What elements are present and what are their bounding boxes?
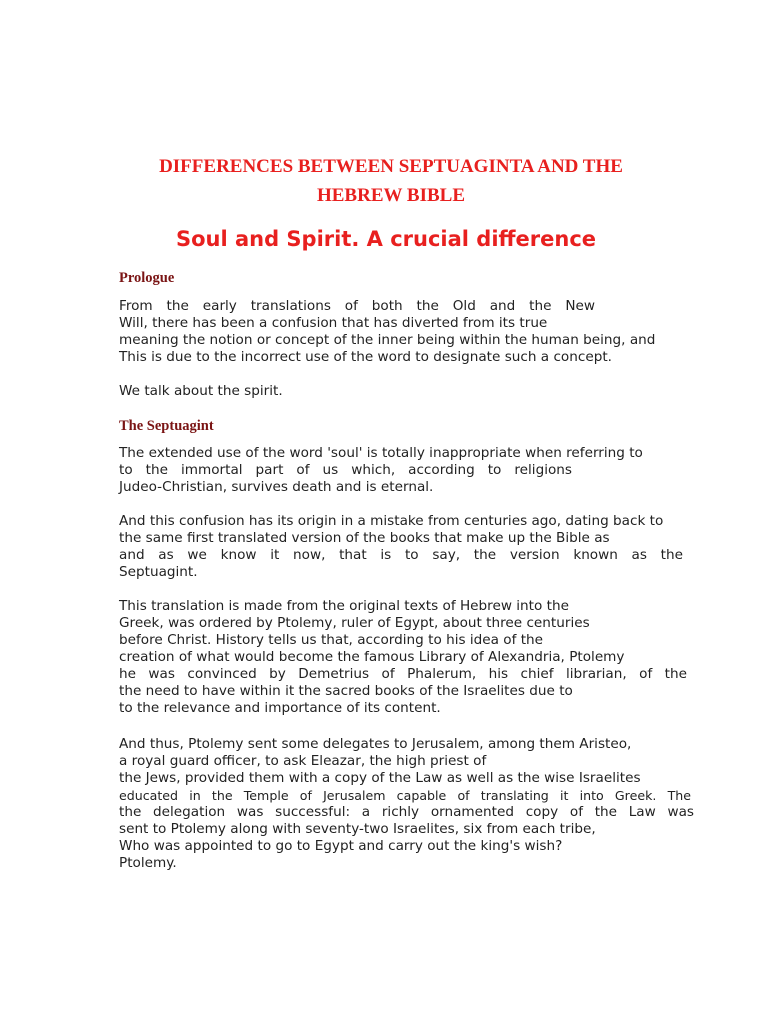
paragraph-line: a royal guard officer, to ask Eleazar, the high priest of (119, 753, 487, 769)
paragraph-line: he was convinced by Demetrius of Phalerum, his chief librarian, of the (119, 666, 687, 682)
paragraph-line: to the relevance and importance of its content. (119, 700, 441, 716)
paragraph-line: educated in the Temple of Jerusalem capable of translating it into Greek. The (119, 788, 691, 803)
paragraph-line: creation of what would become the famous Library of Alexandria, Ptolemy (119, 649, 625, 665)
paragraph-line: Who was appointed to go to Egypt and carry out the king's wish? (119, 838, 563, 854)
document-title-line-2: HEBREW BIBLE (316, 185, 465, 206)
paragraph-line: the same first translated version of the books that make up the Bible as (119, 530, 610, 546)
document-subtitle: Soul and Spirit. A crucial difference (175, 227, 597, 251)
paragraph-line: Greek, was ordered by Ptolemy, ruler of Egypt, about three centuries (119, 615, 590, 631)
paragraph-line: From the early translations of both the Old and the New (119, 298, 595, 314)
paragraph-line: We talk about the spirit. (119, 383, 283, 399)
paragraph (119, 513, 711, 581)
paragraph-line: This translation is made from the original texts of Hebrew into the (119, 598, 569, 614)
paragraph-line: This is due to the incorrect use of the word to designate such a concept. (119, 349, 612, 365)
paragraph-line: sent to Ptolemy along with seventy-two Israelites, six from each tribe, (119, 821, 596, 837)
paragraph-line: Ptolemy. (119, 855, 177, 871)
paragraph-line: the Jews, provided them with a copy of the Law as well as the wise Israelites (119, 770, 641, 786)
document-title-line-1: DIFFERENCES BETWEEN SEPTUAGINTA AND THE (159, 156, 623, 177)
paragraph-line: And this confusion has its origin in a mistake from centuries ago, dating back to (119, 513, 664, 529)
paragraph-line: the need to have within it the sacred books of the Israelites due to (119, 683, 573, 699)
paragraph (119, 383, 711, 400)
paragraph-line: Will, there has been a confusion that has diverted from its true (119, 315, 548, 331)
paragraph (119, 736, 711, 872)
paragraph-line: before Christ. History tells us that, according to his idea of the (119, 632, 544, 648)
section-heading-septuagint: The Septuagint (119, 418, 214, 434)
section-heading-prologue: Prologue (119, 270, 175, 286)
paragraph-line: the delegation was successful: a richly ornamented copy of the Law was (119, 804, 694, 820)
paragraph-line: to the immortal part of us which, according to religions (119, 462, 572, 478)
paragraph (119, 298, 711, 366)
paragraph-line: The extended use of the word 'soul' is totally inappropriate when referring to (119, 445, 643, 461)
paragraph-line: And thus, Ptolemy sent some delegates to Jerusalem, among them Aristeo, (119, 736, 632, 752)
paragraph-line: Judeo-Christian, survives death and is eternal. (119, 479, 434, 495)
paragraph-line: and as we know it now, that is to say, the version known as the (119, 547, 683, 563)
paragraph-line: Septuagint. (119, 564, 198, 580)
paragraph (119, 598, 711, 717)
paragraph (119, 445, 711, 496)
paragraph-line: meaning the notion or concept of the inner being within the human being, and (119, 332, 656, 348)
